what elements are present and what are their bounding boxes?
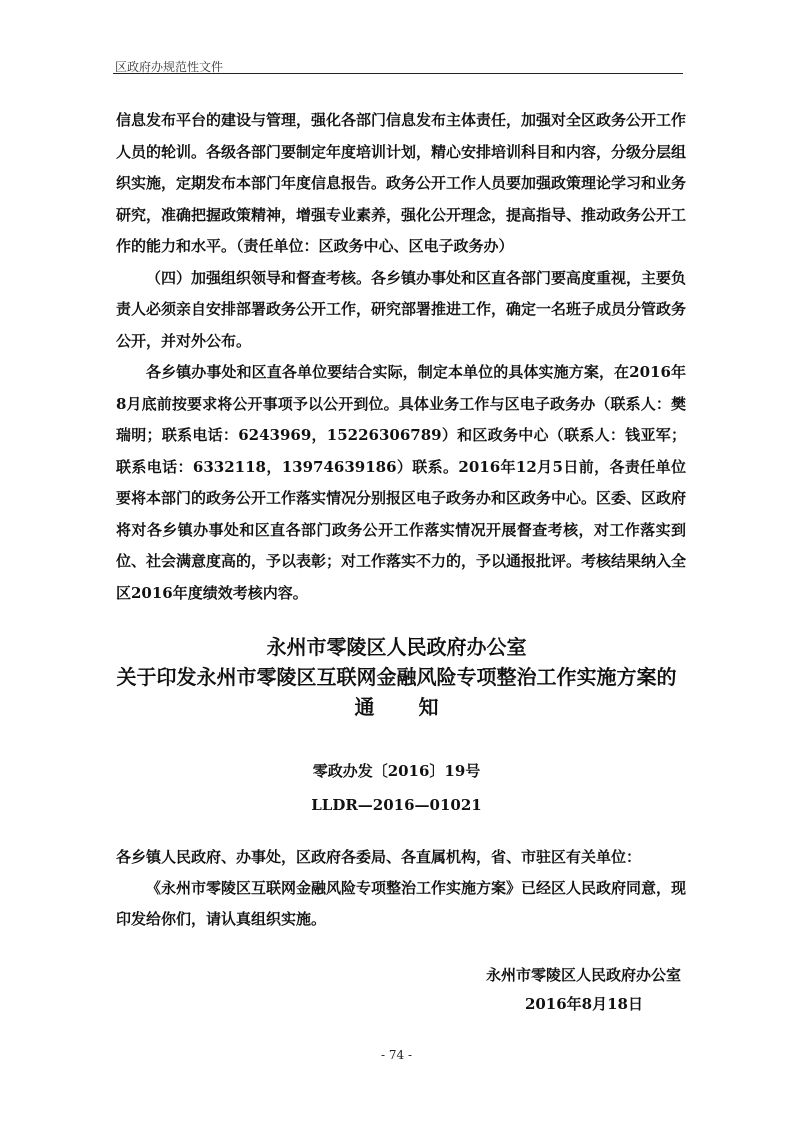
page-number: - 74 -: [380, 1048, 412, 1062]
notice-body: [116, 842, 686, 935]
signature-date: 2016年8月18日: [524, 995, 643, 1013]
signature-organization: 永州市零陵区人民政府办公室: [485, 966, 681, 984]
document-number: 零政办发〔2016〕19号: [312, 762, 481, 780]
notice-addressees: 各乡镇人民政府、办事处，区政府各委局、各直属机构，省、市驻区有关单位：: [116, 848, 642, 866]
header-divider: [113, 73, 683, 74]
section-four-paragraph: （四）加强组织领导和督查考核。各乡镇办事处和区直各部门要高度重视，主要负责人必须亲自安排部署政务公开工作，研究部署推进工作，确定一名班子成员分管政务公开，并对外公布。: [116, 268, 687, 350]
notice-title-line-1: 关于印发永州市零陵区互联网金融风险专项整治工作实施方案的: [116, 665, 677, 689]
continuation-text: [116, 105, 686, 609]
notice-title-line-2: 通知: [354, 695, 483, 719]
document-code: LLDR—2016—01021: [311, 796, 482, 814]
notice-issuer: 永州市零陵区人民政府办公室: [266, 635, 527, 659]
notice-title-block: [0, 632, 793, 722]
notice-content: 《永州市零陵区互联网金融风险专项整治工作实施方案》已经区人民政府同意，现印发给你们，请认真组织实施。: [116, 879, 687, 928]
implementation-paragraph: 各乡镇办事处和区直各单位要结合实际，制定本单位的具体实施方案，在2016年8月底前按要求将公开事项予以公开到位。具体业务工作与区电子政务办（联系人：樊瑞明；联系电话：6243969，15226306789）和区政务中心（联系人：钱亚军；联系电话：6332118，13974639186）联系。2016年12月5日前，各责任单位要将本部门的政务公开工作落实情况分别报区电子政务办和区政务中心。区委、区政府将对各乡镇办事处和区直各部门政务公开工作落实情况开展督查考核，对工作落实到位、社会满意度高的，予以表彰；对工作落实不力的，予以通报批评。考核结果纳入全区2016年度绩效考核内容。: [116, 363, 687, 602]
document-header-label: 区政府办规范性文件: [115, 60, 224, 74]
continuation-paragraph: 信息发布平台的建设与管理，强化各部门信息发布主体责任，加强对全区政务公开工作人员的轮训。各级各部门要制定年度培训计划，精心安排培训科目和内容，分级分层组织实施，定期发布本部门年度信息报告。政务公开工作人员要加强政策理论学习和业务研究，准确把握政策精神，增强专业素养，强化公开理念，提高指导、推动政务公开工作的能力和水平。（责任单位：区政务中心、区电子政务办）: [116, 111, 687, 255]
